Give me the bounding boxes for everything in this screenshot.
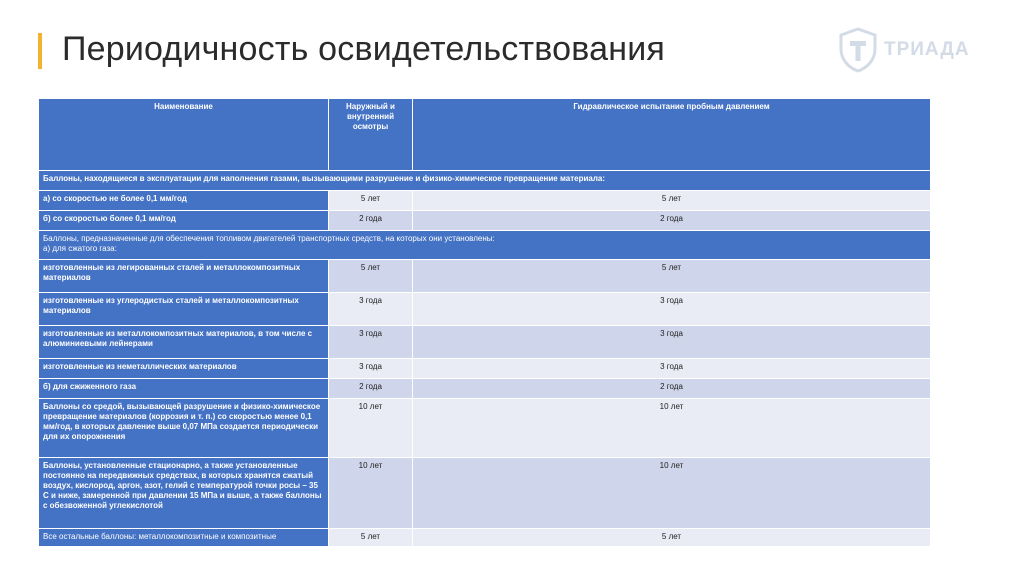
shield-t-icon: [838, 27, 878, 73]
row-name: б) для сжиженного газа: [39, 379, 329, 399]
title-accent-bar: [38, 33, 42, 69]
section-line: а) для сжатого газа:: [43, 244, 117, 253]
table-row: [39, 326, 931, 359]
row-external: 2 года: [329, 211, 413, 231]
row-external: 5 лет: [329, 260, 413, 293]
row-name: изготовленные из неметаллических материалов: [39, 359, 329, 379]
header-name: Наименование: [39, 99, 329, 171]
row-hydraulic: 3 года: [413, 326, 931, 359]
row-name: б) со скоростью более 0,1 мм/год: [39, 211, 329, 231]
page-title: Периодичность освидетельствования: [62, 30, 666, 68]
row-hydraulic: 2 года: [413, 379, 931, 399]
row-external: 5 лет: [329, 191, 413, 211]
row-name: изготовленные из углеродистых сталей и металлокомпозитных материалов: [39, 293, 329, 326]
row-external: 3 года: [329, 293, 413, 326]
header-hydraulic-test: Гидравлическое испытание пробным давлением: [413, 99, 931, 171]
row-hydraulic: 10 лет: [413, 458, 931, 529]
row-hydraulic: 3 года: [413, 293, 931, 326]
row-name: изготовленные из легированных сталей и металлокомпозитных материалов: [39, 260, 329, 293]
logo-text: ТРИАДА: [884, 39, 970, 60]
row-hydraulic: 5 лет: [413, 260, 931, 293]
company-logo: [838, 26, 970, 74]
section-line: Баллоны, предназначенные для обеспечения топливом двигателей транспортных средств, на которых они установлены:: [43, 234, 495, 243]
section-row: [39, 171, 931, 191]
row-name: Все остальные баллоны: металлокомпозитные и композитные: [39, 529, 329, 547]
table-row: [39, 458, 931, 529]
table-row: [39, 399, 931, 458]
row-name: а) со скоростью не более 0,1 мм/год: [39, 191, 329, 211]
row-hydraulic: 5 лет: [413, 191, 931, 211]
table-row: [39, 529, 931, 547]
row-hydraulic: 2 года: [413, 211, 931, 231]
row-name: Баллоны со средой, вызывающей разрушение и физико-химическое превращение материалов (коррозия и т. п.) со скоростью менее 0,1 мм/год, в которых давление выше 0,07 МПа создается периодически для их опорожнения: [39, 399, 329, 458]
section-heading-corrosive: Баллоны, находящиеся в эксплуатации для наполнения газами, вызывающими разрушение и физико-химическое превращение материала:: [39, 171, 931, 191]
row-hydraulic: 5 лет: [413, 529, 931, 547]
row-external: 3 года: [329, 326, 413, 359]
row-external: 10 лет: [329, 399, 413, 458]
inspection-table: [38, 98, 931, 547]
table-row: [39, 211, 931, 231]
row-external: 5 лет: [329, 529, 413, 547]
row-name: Баллоны, установленные стационарно, а также установленные постоянно на передвижных средствах, в которых хранятся сжатый воздух, кислород, аргон, азот, гелий с температурой точки росы – 35 С и ниже, замеренной при давлении 15 МПа и выше, а также баллоны с обезвоженной углекислотой: [39, 458, 329, 529]
row-external: 2 года: [329, 379, 413, 399]
table-row: [39, 379, 931, 399]
table-row: [39, 191, 931, 211]
row-hydraulic: 10 лет: [413, 399, 931, 458]
row-external: 3 года: [329, 359, 413, 379]
row-hydraulic: 3 года: [413, 359, 931, 379]
table-row: [39, 260, 931, 293]
section-heading-vehicle-fuel: [39, 231, 931, 260]
table-row: [39, 359, 931, 379]
section-row: [39, 231, 931, 260]
table-header-row: [39, 99, 931, 171]
header-external-inspection: Наружный и внутренний осмотры: [329, 99, 413, 171]
table-row: [39, 293, 931, 326]
row-name: изготовленные из металлокомпозитных материалов, в том числе с алюминиевыми лейнерами: [39, 326, 329, 359]
row-external: 10 лет: [329, 458, 413, 529]
